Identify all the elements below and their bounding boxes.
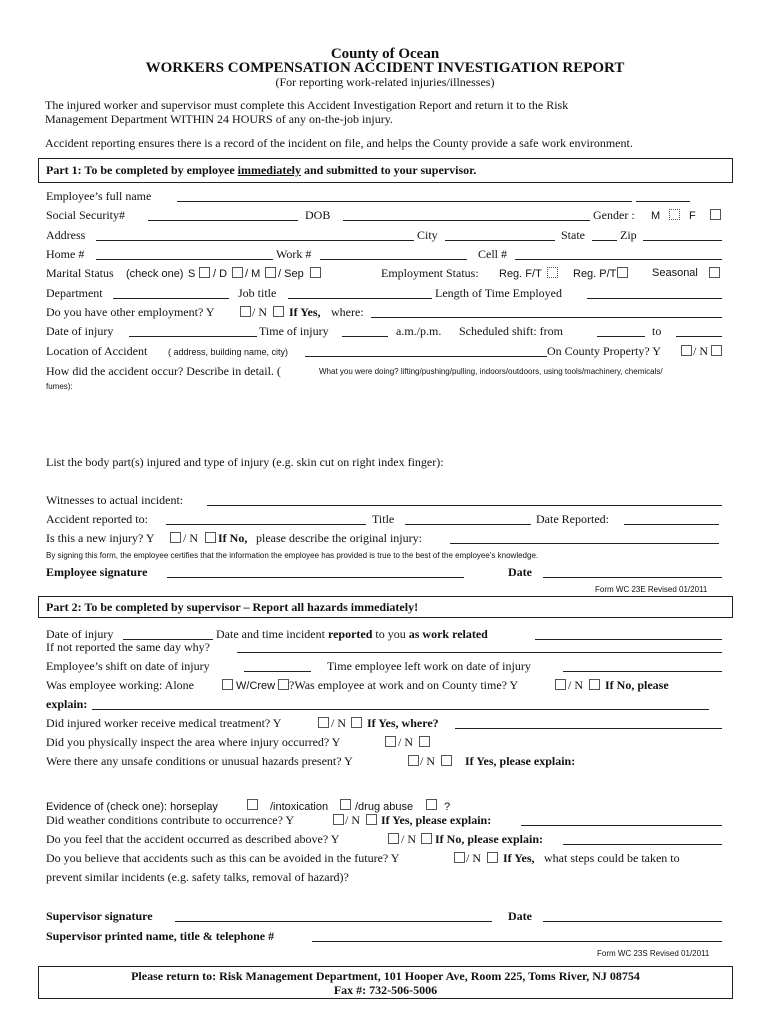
reg-pt-label: Reg. P/T	[573, 268, 617, 280]
p2-drug-checkbox[interactable]	[426, 799, 437, 810]
gender-m-label: M	[651, 210, 661, 222]
other-employment-label: Do you have other employment? Y	[46, 305, 215, 319]
marital-m-label: / M	[245, 268, 261, 280]
other-employment-no-checkbox[interactable]	[273, 306, 284, 317]
p2-time-left-label: Time employee left work on date of injury	[327, 659, 531, 673]
p2-reported-field[interactable]	[535, 639, 722, 640]
how-occur-label: How did the accident occur? Describe in detail. (	[46, 364, 281, 378]
cell-phone-field[interactable]	[515, 259, 722, 260]
location-field[interactable]	[305, 356, 547, 357]
p2-drug-label: /drug abuse	[355, 801, 414, 813]
city-label: City	[417, 228, 438, 242]
other-employment-field[interactable]	[371, 317, 722, 318]
location-hint: ( address, building name, city)	[168, 347, 289, 357]
p2-alone-checkbox[interactable]	[222, 679, 233, 690]
intro-line-1: The injured worker and supervisor must complete this Accident Investigation Report and return it to the Risk	[45, 98, 569, 112]
shift-from-field[interactable]	[597, 336, 645, 337]
other-employment-where: where:	[331, 305, 364, 319]
new-injury-yes-checkbox[interactable]	[170, 532, 181, 543]
p2-inspect-yes-checkbox[interactable]	[385, 736, 396, 747]
job-title-label: Job title	[238, 286, 277, 300]
p2-not-same-day-label: If not reported the same day why?	[46, 640, 210, 654]
time-of-injury-label: Time of injury	[259, 324, 329, 338]
reg-ft-checkbox[interactable]	[547, 267, 558, 278]
dob-label: DOB	[305, 208, 331, 222]
department-field[interactable]	[113, 298, 229, 299]
reported-title-label: Title	[372, 512, 395, 526]
p2-unsafe-explain: If Yes, please explain:	[465, 754, 576, 768]
gender-label: Gender :	[593, 208, 635, 222]
p2-weather-label: Did weather conditions contribute to occurrence? Y	[46, 813, 295, 827]
p2-at-work-n-label: / N	[568, 678, 583, 692]
marital-d-label: / D	[213, 268, 228, 280]
footer-return: Please return to: Risk Management Department, 101 Hooper Ave, Room 225, Toms River, NJ 08754	[131, 969, 640, 983]
marital-sep-label: / Sep	[278, 268, 304, 280]
p2-unsafe-no-checkbox[interactable]	[441, 755, 452, 766]
p2-described-no-checkbox[interactable]	[421, 833, 432, 844]
p2-at-work-label: ?Was employee at work and on County time? Y	[289, 678, 519, 692]
p2-inspect-label: Did you physically inspect the area where injury occurred? Y	[46, 735, 341, 749]
seasonal-checkbox[interactable]	[709, 267, 720, 278]
p2-medical-yes-checkbox[interactable]	[318, 717, 329, 728]
p2-avoided-no-checkbox[interactable]	[487, 852, 498, 863]
shift-to-label: to	[652, 324, 662, 338]
full-name-field[interactable]	[177, 201, 632, 202]
reported-title-field[interactable]	[405, 524, 531, 525]
full-name-label: Employee’s full name	[46, 189, 152, 203]
p2-avoided-n-label: / N	[466, 851, 481, 865]
new-injury-no-checkbox[interactable]	[205, 532, 216, 543]
job-title-field[interactable]	[288, 298, 432, 299]
p2-avoided-label: Do you believe that accidents such as this can be avoided in the future? Y	[46, 851, 400, 865]
p2-unsafe-area[interactable]	[46, 770, 722, 795]
gender-f-checkbox[interactable]	[710, 209, 721, 220]
p2-intox-checkbox[interactable]	[340, 799, 351, 810]
p2-wcrew-checkbox[interactable]	[278, 679, 289, 690]
other-employment-ifyes: If Yes,	[289, 305, 321, 319]
date-reported-field[interactable]	[624, 524, 719, 525]
ssn-field[interactable]	[148, 220, 298, 221]
reg-ft-label: Reg. F/T	[499, 268, 542, 280]
p2-medical-label: Did injured worker receive medical treatment? Y	[46, 716, 282, 730]
supervisor-signature-label: Supervisor signature	[46, 909, 153, 923]
date-reported-label: Date Reported:	[536, 512, 609, 526]
p2-date-of-injury-label: Date of injury	[46, 627, 114, 641]
marital-s-label: S	[188, 268, 196, 280]
p2-medical-no-checkbox[interactable]	[351, 717, 362, 728]
p2-described-label: Do you feel that the accident occurred as described above? Y	[46, 832, 340, 846]
employee-signature-label: Employee signature	[46, 565, 148, 579]
state-label: State	[561, 228, 585, 242]
p2-shift-label: Employee’s shift on date of injury	[46, 659, 210, 673]
p2-medical-where: If Yes, where?	[367, 716, 439, 730]
p2-evidence-q: ?	[444, 801, 451, 813]
length-employed-label: Length of Time Employed	[435, 286, 562, 300]
p2-described-field[interactable]	[563, 844, 722, 845]
form-subtitle: (For reporting work-related injuries/illnesses)	[275, 75, 495, 89]
body-parts-area[interactable]	[46, 470, 722, 490]
employee-signature-field[interactable]	[167, 577, 464, 578]
p2-weather-n-label: / N	[345, 813, 360, 827]
p2-reported-label: Date and time incident reported to you as work related	[216, 627, 488, 641]
new-injury-ifno: If No,	[218, 531, 248, 545]
gender-m-checkbox[interactable]	[669, 209, 680, 220]
p2-intox-label: /intoxication	[270, 801, 329, 813]
p2-explain-field[interactable]	[92, 709, 709, 710]
p2-medical-n-label: / N	[331, 716, 346, 730]
p2-described-yes-checkbox[interactable]	[388, 833, 399, 844]
p2-wcrew-label: W/Crew	[236, 680, 276, 692]
home-phone-field[interactable]	[96, 259, 273, 260]
supervisor-name-label: Supervisor printed name, title & telephone #	[46, 929, 275, 943]
p2-weather-field[interactable]	[521, 825, 722, 826]
county-property-no-checkbox[interactable]	[711, 345, 722, 356]
dob-field[interactable]	[343, 220, 590, 221]
part2-heading: Part 2: To be completed by supervisor – Report all hazards immediately!	[46, 600, 419, 614]
county-property-yes-checkbox[interactable]	[681, 345, 692, 356]
employee-date-field[interactable]	[543, 577, 722, 578]
supervisor-name-field[interactable]	[312, 941, 722, 942]
p2-not-same-day-field[interactable]	[237, 652, 722, 653]
seasonal-label: Seasonal	[652, 267, 698, 279]
ampm-label: a.m./p.m.	[396, 324, 442, 338]
p2-weather-yes-checkbox[interactable]	[333, 814, 344, 825]
home-phone-label: Home #	[46, 247, 85, 261]
p2-working-label: Was employee working: Alone	[46, 678, 195, 692]
footer-fax: Fax #: 732-506-5006	[333, 983, 438, 997]
zip-field[interactable]	[643, 240, 722, 241]
p2-unsafe-yes-checkbox[interactable]	[408, 755, 419, 766]
intro-line-3: Accident reporting ensures there is a record of the incident on file, and helps the County provide a safe work environment.	[45, 136, 633, 150]
p2-described-n-label: / N	[401, 832, 416, 846]
p2-at-work-no-checkbox[interactable]	[589, 679, 600, 690]
cell-phone-label: Cell #	[478, 247, 507, 261]
county-title: County of Ocean	[330, 46, 440, 62]
p2-time-left-field[interactable]	[563, 671, 722, 672]
p2-if-no-please: If No, please	[605, 678, 669, 692]
marital-sep-checkbox[interactable]	[310, 267, 321, 278]
p2-unsafe-label: Were there any unsafe conditions or unusual hazards present? Y	[46, 754, 353, 768]
other-employment-yes-checkbox[interactable]	[240, 306, 251, 317]
intro-line-2: Management Department WITHIN 24 HOURS of any on-the-job injury.	[45, 112, 393, 126]
p2-medical-field[interactable]	[455, 728, 722, 729]
length-employed-field[interactable]	[587, 298, 722, 299]
employee-date-label: Date	[508, 565, 532, 579]
address-label: Address	[46, 228, 86, 242]
zip-label: Zip	[620, 228, 637, 242]
date-of-injury-label: Date of injury	[46, 324, 114, 338]
time-of-injury-field[interactable]	[342, 336, 388, 337]
new-injury-n-label: / N	[183, 531, 198, 545]
reported-to-label: Accident reported to:	[46, 512, 148, 526]
department-label: Department	[46, 286, 103, 300]
form-title: WORKERS COMPENSATION ACCIDENT INVESTIGATION REPORT	[145, 60, 625, 76]
city-field[interactable]	[445, 240, 555, 241]
how-occur-hint: What you were doing? lifting/pushing/pulling, indoors/outdoors, using tools/machinery, chemicals/	[319, 367, 663, 376]
witnesses-label: Witnesses to actual incident:	[46, 493, 184, 507]
p2-horseplay-checkbox[interactable]	[247, 799, 258, 810]
form-number-part2: Form WC 23S Revised 01/2011	[597, 949, 710, 958]
part1-heading: Part 1: To be completed by employee immediately and submitted to your supervisor.	[46, 163, 477, 177]
p2-evidence-label: Evidence of (check one): horseplay	[46, 801, 218, 813]
original-injury-label: please describe the original injury:	[256, 531, 422, 545]
form-number-part1: Form WC 23E Revised 01/2011	[595, 585, 708, 594]
p2-weather-no-checkbox[interactable]	[366, 814, 377, 825]
marital-check-one: (check one)	[126, 268, 184, 280]
marital-s-checkbox[interactable]	[199, 267, 210, 278]
new-injury-label: Is this a new injury? Y	[46, 531, 155, 545]
p2-avoided-steps: what steps could be taken to	[544, 851, 680, 865]
marital-d-checkbox[interactable]	[232, 267, 243, 278]
p2-explain-label: explain:	[46, 697, 88, 711]
location-label: Location of Accident	[46, 344, 148, 358]
marital-label: Marital Status	[46, 266, 114, 280]
p2-inspect-n-label: / N	[398, 735, 413, 749]
supervisor-date-field[interactable]	[543, 921, 722, 922]
original-injury-field[interactable]	[450, 543, 719, 544]
date-of-injury-field[interactable]	[129, 336, 257, 337]
other-employment-n-label: / N	[252, 305, 267, 319]
reported-to-field[interactable]	[166, 524, 366, 525]
ssn-label: Social Security#	[46, 208, 125, 222]
full-name-field-2[interactable]	[636, 201, 690, 202]
p2-inspect-no-checkbox[interactable]	[419, 736, 430, 747]
shift-label: Scheduled shift: from	[459, 324, 563, 338]
p2-prevent-label: prevent similar incidents (e.g. safety talks, removal of hazard)?	[46, 870, 349, 884]
reg-pt-checkbox[interactable]	[617, 267, 628, 278]
state-field[interactable]	[592, 240, 617, 241]
supervisor-date-label: Date	[508, 909, 532, 923]
p2-avoided-yes-checkbox[interactable]	[454, 852, 465, 863]
shift-to-field[interactable]	[676, 336, 722, 337]
how-occur-hint-2: fumes):	[46, 382, 73, 391]
body-parts-label: List the body part(s) injured and type of injury (e.g. skin cut on right index finger):	[46, 455, 444, 469]
county-property-n-label: / N	[693, 344, 708, 358]
work-phone-field[interactable]	[320, 259, 467, 260]
p2-weather-explain: If Yes, please explain:	[381, 813, 492, 827]
p2-at-work-yes-checkbox[interactable]	[555, 679, 566, 690]
employment-status-label: Employment Status:	[381, 266, 479, 280]
p2-shift-field[interactable]	[244, 671, 311, 672]
marital-m-checkbox[interactable]	[265, 267, 276, 278]
supervisor-signature-field[interactable]	[175, 921, 492, 922]
p2-described-explain: If No, please explain:	[435, 832, 543, 846]
witnesses-field[interactable]	[207, 505, 722, 506]
how-occur-area[interactable]	[46, 395, 722, 445]
work-phone-label: Work #	[276, 247, 312, 261]
gender-f-label: F	[689, 210, 696, 222]
county-property-label: On County Property? Y	[547, 344, 661, 358]
p2-unsafe-n-label: / N	[420, 754, 435, 768]
address-field[interactable]	[96, 240, 414, 241]
p2-avoided-ifyes: If Yes,	[503, 851, 535, 865]
certify-text: By signing this form, the employee certifies that the information the employee has provided is true to the best of the employee’s knowledge.	[46, 551, 539, 560]
